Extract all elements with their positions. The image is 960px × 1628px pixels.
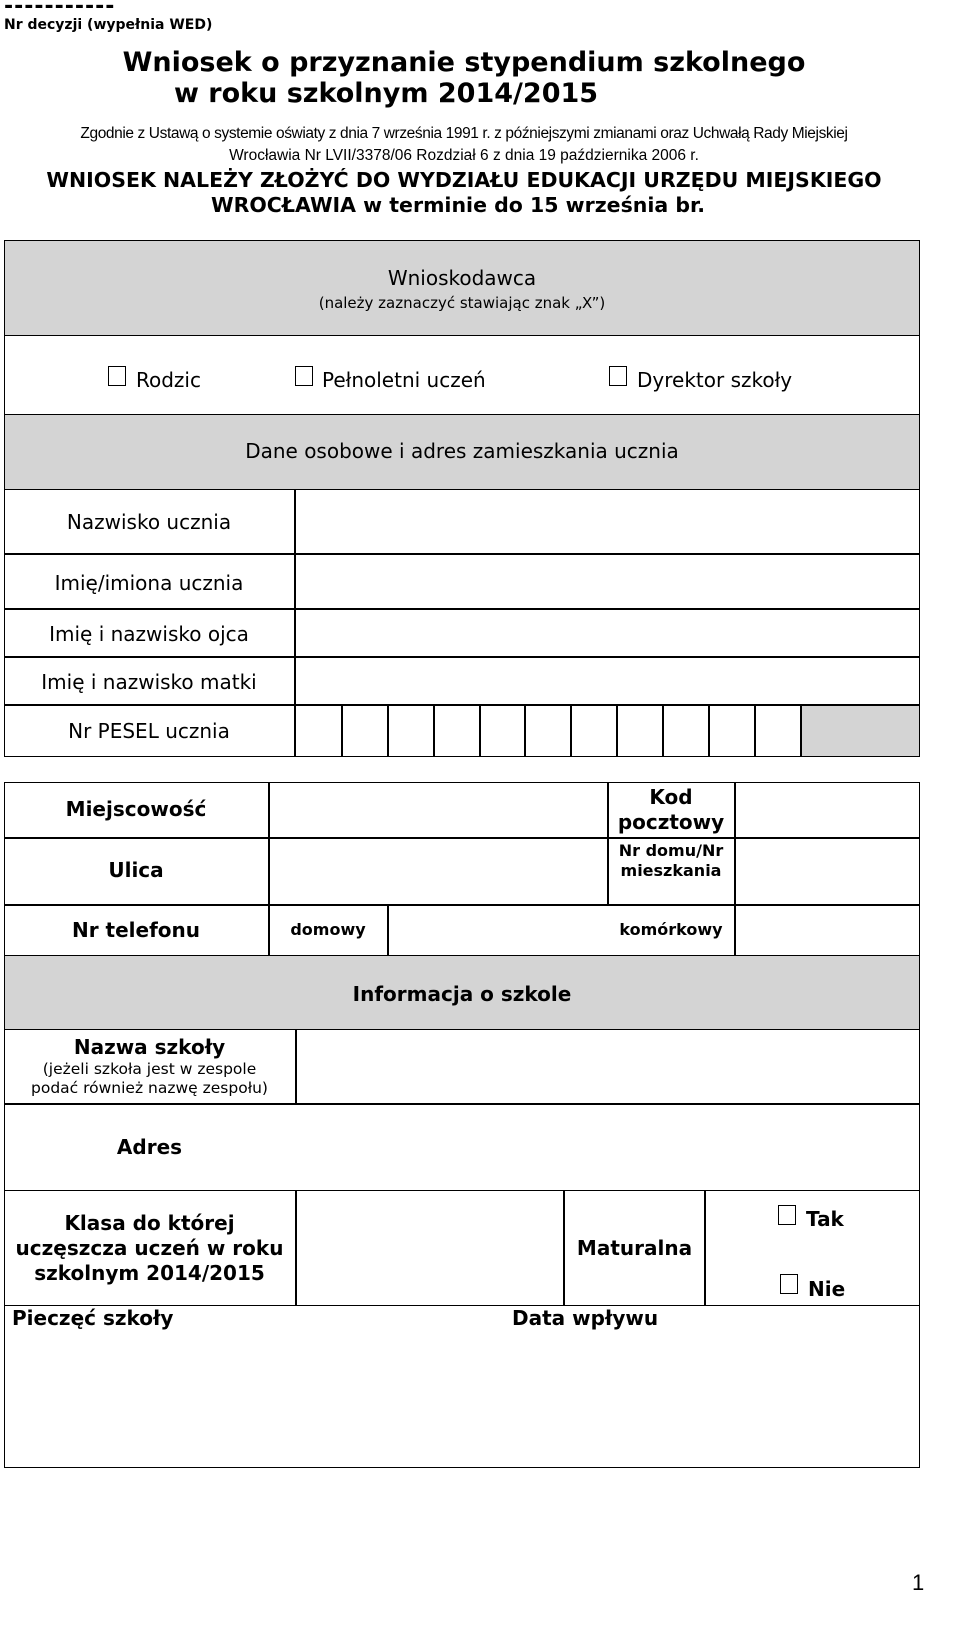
pesel-unused-cell (802, 706, 919, 756)
surname-field[interactable] (296, 491, 918, 552)
applicant-hint: (należy zaznaczyć stawiając znak „X”) (318, 294, 606, 312)
pesel-digit-cell[interactable] (618, 706, 662, 756)
city-field[interactable] (270, 784, 606, 836)
first-names-field[interactable] (296, 556, 918, 607)
mobile-phone-field[interactable] (736, 906, 919, 955)
class-label-line2: uczęszcza uczeń w roku (15, 1236, 284, 1260)
mother-name-field[interactable] (296, 658, 918, 703)
submission-notice-line2: WROCŁAWIA w terminie do 15 września br. (210, 193, 706, 217)
first-names-label: Imię/imiona ucznia (54, 571, 244, 595)
pesel-digit-cell[interactable] (710, 706, 754, 756)
school-stamp-label: Pieczęć szkoły (12, 1306, 174, 1330)
matura-no-checkbox[interactable] (780, 1274, 798, 1294)
dashes-line: ----------- (4, 0, 116, 19)
legal-basis-line1: Zgodnie z Ustawą o systemie oświaty z dnia 7 września 1991 r. z późniejszymi zmianami oraz Uchwałą Rady Miejskiej (80, 125, 848, 142)
page-number: 1 (912, 1570, 925, 1595)
postal-code-label: Kod pocztowy (617, 785, 725, 834)
pesel-digit-cell[interactable] (435, 706, 479, 756)
pesel-digit-cell[interactable] (756, 706, 800, 756)
street-label: Ulica (108, 858, 164, 882)
father-name-field[interactable] (296, 610, 918, 655)
school-name-hint-line2: podać również nazwę zespołu) (31, 1079, 268, 1097)
mobile-phone-label: komórkowy (619, 920, 723, 939)
form-title-line1: Wniosek o przyznanie stypendium szkolnego (122, 47, 806, 78)
school-section-title: Informacja o szkole (352, 982, 572, 1006)
parent-checkbox[interactable] (108, 366, 126, 386)
principal-checkbox[interactable] (609, 366, 627, 386)
personal-section-title: Dane osobowe i adres zamieszkania ucznia (245, 439, 679, 463)
phone-label: Nr telefonu (71, 918, 201, 942)
pesel-digit-cell[interactable] (389, 706, 433, 756)
principal-option-label: Dyrektor szkoły (637, 368, 793, 392)
parent-option-label: Rodzic (136, 368, 201, 392)
school-address-label: Adres (116, 1135, 183, 1159)
father-name-label: Imię i nazwisko ojca (49, 622, 249, 646)
house-number-field[interactable] (736, 839, 919, 903)
mother-name-label: Imię i nazwisko matki (41, 670, 257, 694)
pesel-digit-cell[interactable] (343, 706, 387, 756)
class-field[interactable] (297, 1192, 562, 1305)
pesel-digit-cell[interactable] (296, 706, 341, 756)
received-date-area[interactable] (510, 1332, 918, 1466)
school-stamp-area[interactable] (6, 1332, 502, 1466)
matura-yes-checkbox[interactable] (778, 1205, 796, 1225)
decision-number-label: Nr decyzji (wypełnia WED) (4, 17, 213, 33)
school-name-hint-line1: (jeżeli szkoła jest w zespole (42, 1060, 257, 1078)
pesel-digit-cell[interactable] (481, 706, 524, 756)
house-number-label: Nr domu/Nr mieszkania (618, 841, 724, 880)
school-address-field[interactable] (297, 1106, 919, 1190)
city-label: Miejscowość (65, 797, 207, 821)
pesel-digit-cell[interactable] (572, 706, 616, 756)
class-label-line1: Klasa do której (64, 1211, 235, 1235)
class-label-line3: szkolnym 2014/2015 (34, 1261, 265, 1285)
matura-yes-label: Tak (806, 1207, 844, 1231)
school-name-field[interactable] (297, 1031, 919, 1102)
school-name-label: Nazwa szkoły (73, 1035, 226, 1059)
received-date-label: Data wpływu (512, 1306, 659, 1330)
submission-notice-line1: WNIOSEK NALEŻY ZŁOŻYĆ DO WYDZIAŁU EDUKACJI URZĘDU MIEJSKIEGO (46, 168, 882, 192)
matura-label: Maturalna (576, 1236, 693, 1260)
adult-student-checkbox[interactable] (295, 366, 313, 386)
form-title-line2: w roku szkolnym 2014/2015 (173, 78, 599, 109)
surname-label: Nazwisko ucznia (66, 510, 232, 534)
street-field[interactable] (270, 839, 606, 903)
pesel-label: Nr PESEL ucznia (68, 719, 230, 743)
applicant-title: Wnioskodawca (387, 266, 537, 290)
pesel-digit-cell[interactable] (526, 706, 570, 756)
matura-no-label: Nie (808, 1277, 846, 1301)
pesel-digit-cell[interactable] (664, 706, 708, 756)
postal-code-field[interactable] (736, 784, 919, 836)
legal-basis-line2: Wrocławia Nr LVII/3378/06 Rozdział 6 z dnia 19 października 2006 r. (229, 147, 699, 164)
adult-student-option-label: Pełnoletni uczeń (322, 368, 486, 392)
home-phone-field[interactable] (389, 906, 606, 955)
home-phone-label: domowy (290, 920, 366, 939)
